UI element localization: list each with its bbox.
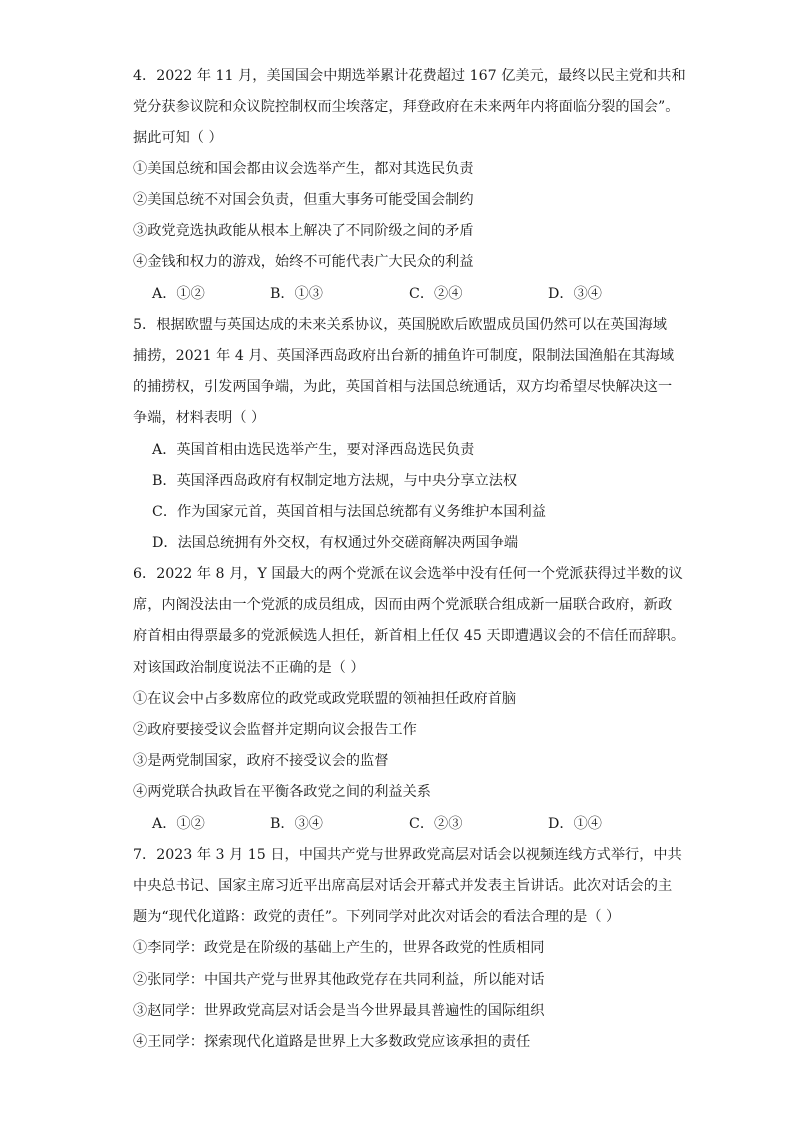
q6-option-a: A．①② bbox=[152, 816, 205, 832]
q4-option-d: D．③④ bbox=[548, 286, 602, 302]
q5-stem-line: 捕捞，2021 年 4 月、英国泽西岛政府出台新的捕鱼许可制度，限制法国渔船在其海域 bbox=[133, 348, 675, 364]
q5-stem-line: 5．根据欧盟与英国达成的未来关系协议，英国脱欧后欧盟成员国仍然可以在英国海域 bbox=[133, 317, 667, 333]
q6-option-b: B．③④ bbox=[270, 816, 323, 832]
q4-option-b: B．①③ bbox=[270, 286, 323, 302]
q5-choice-d: D．法国总统拥有外交权，有权通过外交磋商解决两国争端 bbox=[152, 535, 519, 551]
q6-item: ④两党联合执政旨在平衡各政党之间的利益关系 bbox=[133, 784, 431, 800]
q7-item: ③赵同学：世界政党高层对话会是当今世界最具普遍性的国际组织 bbox=[133, 1003, 545, 1019]
q4-item: ③政党竞选执政能从根本上解决了不同阶级之间的矛盾 bbox=[133, 223, 474, 239]
q5-choice-b: B．英国泽西岛政府有权制定地方法规，与中央分享立法权 bbox=[152, 473, 518, 489]
q6-stem-line: 6．2022 年 8 月，Y 国最大的两个党派在议会选举中没有任何一个党派获得过半数的议 bbox=[133, 566, 683, 582]
q4-stem-line: 据此可知（ ） bbox=[133, 130, 223, 146]
q7-item: ①李同学：政党是在阶级的基础上产生的，世界各政党的性质相同 bbox=[133, 940, 545, 956]
q7-stem-line: 7．2023 年 3 月 15 日，中国共产党与世界政党高层对话会以视频连线方式举行，中共 bbox=[133, 847, 682, 863]
q6-item: ①在议会中占多数席位的政党或政党联盟的领袖担任政府首脑 bbox=[133, 691, 517, 707]
q4-item: ①美国总统和国会都由议会选举产生，都对其选民负责 bbox=[133, 161, 474, 177]
q7-stem-line: 中央总书记、国家主席习近平出席高层对话会开幕式并发表主旨讲话。此次对话会的主 bbox=[133, 878, 673, 894]
q5-choice-a: A．英国首相由选民选举产生，要对泽西岛选民负责 bbox=[152, 442, 475, 458]
q4-item: ②美国总统不对国会负责，但重大事务可能受国会制约 bbox=[133, 192, 474, 208]
q7-item: ②张同学：中国共产党与世界其他政党存在共同利益，所以能对话 bbox=[133, 972, 545, 988]
q7-item: ④王同学：探索现代化道路是世界上大多数政党应该承担的责任 bbox=[133, 1034, 531, 1050]
q5-stem-line: 争端，材料表明（ ） bbox=[133, 410, 266, 426]
q6-options bbox=[152, 814, 632, 834]
q4-stem-line: 4．2022 年 11 月，美国国会中期选举累计花费超过 167 亿美元，最终以民主党和共和 bbox=[133, 68, 686, 84]
q6-option-c: C．②③ bbox=[409, 816, 463, 832]
q5-choice-c: C．作为国家元首，英国首相与法国总统都有义务维护本国利益 bbox=[152, 504, 546, 520]
q4-stem-line: 党分获参议院和众议院控制权而尘埃落定，拜登政府在未来两年内将面临分裂的国会”。 bbox=[133, 99, 680, 115]
q4-item: ④金钱和权力的游戏，始终不可能代表广大民众的利益 bbox=[133, 254, 474, 270]
q5-stem-line: 的捕捞权，引发两国争端，为此，英国首相与法国总统通话，双方均希望尽快解决这一 bbox=[133, 379, 673, 395]
q6-stem-line: 府首相由得票最多的党派候选人担任，新首相上任仅 45 天即遭遇议会的不信任而辞职。 bbox=[133, 628, 686, 644]
q6-stem-line: 对该国政治制度说法不正确的是（ ） bbox=[133, 660, 365, 676]
q4-option-a: A．①② bbox=[152, 286, 205, 302]
q4-option-c: C．②④ bbox=[409, 286, 463, 302]
q6-stem-line: 席，内阁没法由一个党派的成员组成，因而由两个党派联合组成新一届联合政府，新政 bbox=[133, 597, 673, 613]
q6-option-d: D．①④ bbox=[548, 816, 602, 832]
q4-options bbox=[152, 284, 632, 304]
q7-stem-line: 题为“现代化道路：政党的责任”。下列同学对此次对话会的看法合理的是（ ） bbox=[133, 909, 621, 925]
q6-item: ③是两党制国家，政府不接受议会的监督 bbox=[133, 753, 389, 769]
q6-item: ②政府要接受议会监督并定期向议会报告工作 bbox=[133, 722, 417, 738]
